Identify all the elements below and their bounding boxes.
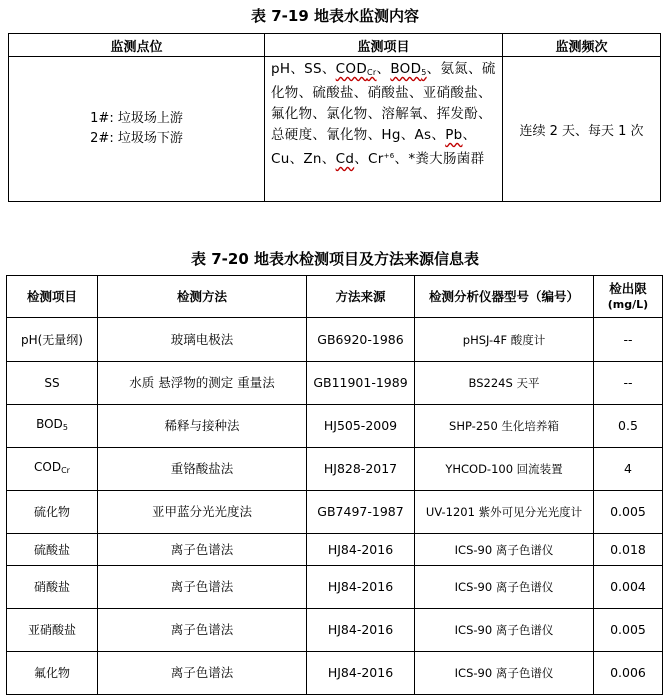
header-source: 方法来源 xyxy=(307,276,415,318)
table-row xyxy=(7,318,663,362)
instrument-cell: UV-1201 紫外可见分光光度计 xyxy=(415,491,594,534)
source-cell: GB7497-1987 xyxy=(307,491,415,534)
limit-cell: -- xyxy=(594,318,663,362)
header-parameter: 检测项目 xyxy=(7,276,98,318)
monitoring-items-cell: pH、SS、$COD_{Cr}$、$BOD_5$、氨氮、硫化物、硫酸盐、硝酸盐、亚硝酸盐、氟化物、氯化物、溶解氧、挥发酚、总硬度、氰化物、Hg、As、Pb、Cu、Zn、Cd、$Cr^{+6}$、*粪大肠菌群 xyxy=(265,57,503,202)
param-cell: 亚硝酸盐 xyxy=(7,609,98,652)
table-row xyxy=(7,362,663,405)
table-7-19-caption: 表 7-19 地表水监测内容 xyxy=(251,7,419,25)
method-cell: 离子色谱法 xyxy=(98,609,307,652)
source-cell: HJ84-2016 xyxy=(307,652,415,695)
param-cell: 硫化物 xyxy=(7,491,98,534)
cod-label: $COD_{Cr}$ xyxy=(335,61,377,77)
table-row xyxy=(7,491,663,534)
param-cell: SS xyxy=(7,362,98,405)
pb-label: Pb xyxy=(445,127,463,143)
table-row xyxy=(9,57,661,202)
table-header-row xyxy=(9,34,661,57)
limit-cell: 0.018 xyxy=(594,534,663,566)
cd-label: Cd xyxy=(335,151,355,167)
source-cell: GB11901-1989 xyxy=(307,362,415,405)
header-instrument: 检测分析仪器型号（编号） xyxy=(415,276,594,318)
param-cell: pH(无量纲) xyxy=(7,318,98,362)
source-cell: HJ84-2016 xyxy=(307,534,415,566)
instrument-cell: YHCOD-100 回流装置 xyxy=(415,448,594,491)
limit-cell: -- xyxy=(594,362,663,405)
source-cell: HJ828-2017 xyxy=(307,448,415,491)
instrument-cell: SHP-250 生化培养箱 xyxy=(415,405,594,448)
source-cell: HJ84-2016 xyxy=(307,609,415,652)
instrument-cell: ICS-90 离子色谱仪 xyxy=(415,652,594,695)
instrument-cell: ICS-90 离子色谱仪 xyxy=(415,566,594,609)
method-cell: 重铬酸盐法 xyxy=(98,448,307,491)
table-row xyxy=(7,609,663,652)
table-header-row xyxy=(7,276,663,318)
header-items: 监测项目 xyxy=(265,34,503,57)
method-cell: 玻璃电极法 xyxy=(98,318,307,362)
instrument-cell: ICS-90 离子色谱仪 xyxy=(415,609,594,652)
method-source-table xyxy=(6,275,663,695)
param-cell: 硝酸盐 xyxy=(7,566,98,609)
param-cell: 氟化物 xyxy=(7,652,98,695)
table-row xyxy=(7,534,663,566)
instrument-cell: BS224S 天平 xyxy=(415,362,594,405)
limit-cell: 4 xyxy=(594,448,663,491)
param-cell: $BOD_5$ xyxy=(7,405,98,448)
method-cell: 离子色谱法 xyxy=(98,652,307,695)
header-location: 监测点位 xyxy=(9,34,265,57)
location-2: 2#: 垃圾场下游 xyxy=(90,131,183,146)
source-cell: GB6920-1986 xyxy=(307,318,415,362)
table-row xyxy=(7,405,663,448)
monitoring-content-table xyxy=(8,33,661,202)
source-cell: HJ505-2009 xyxy=(307,405,415,448)
table-row xyxy=(7,652,663,695)
method-cell: 稀释与接种法 xyxy=(98,405,307,448)
header-frequency: 监测频次 xyxy=(503,34,661,57)
limit-cell: 0.006 xyxy=(594,652,663,695)
method-cell: 亚甲蓝分光光度法 xyxy=(98,491,307,534)
bod-label: $BOD_5$ xyxy=(390,61,427,77)
items-text: pH、SS、 xyxy=(271,61,336,77)
location-1: 1#: 垃圾场上游 xyxy=(90,111,183,126)
param-cell: $COD_{Cr}$ xyxy=(7,448,98,491)
limit-cell: 0.005 xyxy=(594,609,663,652)
param-cell: 硫酸盐 xyxy=(7,534,98,566)
header-method: 检测方法 xyxy=(98,276,307,318)
method-cell: 离子色谱法 xyxy=(98,534,307,566)
cr-superscript: +6 xyxy=(383,152,395,160)
instrument-cell: ICS-90 离子色谱仪 xyxy=(415,534,594,566)
header-detection-limit: 检出限 (mg/L) xyxy=(594,276,663,318)
table-7-20-caption: 表 7-20 地表水检测项目及方法来源信息表 xyxy=(191,250,479,268)
monitoring-frequency-cell: 连续 2 天、每天 1 次 xyxy=(503,57,661,202)
method-cell: 离子色谱法 xyxy=(98,566,307,609)
table-row xyxy=(7,448,663,491)
table-row xyxy=(7,566,663,609)
instrument-cell: pHSJ-4F 酸度计 xyxy=(415,318,594,362)
monitoring-locations-cell xyxy=(9,57,265,202)
method-cell: 水质 悬浮物的测定 重量法 xyxy=(98,362,307,405)
limit-cell: 0.005 xyxy=(594,491,663,534)
source-cell: HJ84-2016 xyxy=(307,566,415,609)
limit-cell: 0.5 xyxy=(594,405,663,448)
limit-cell: 0.004 xyxy=(594,566,663,609)
